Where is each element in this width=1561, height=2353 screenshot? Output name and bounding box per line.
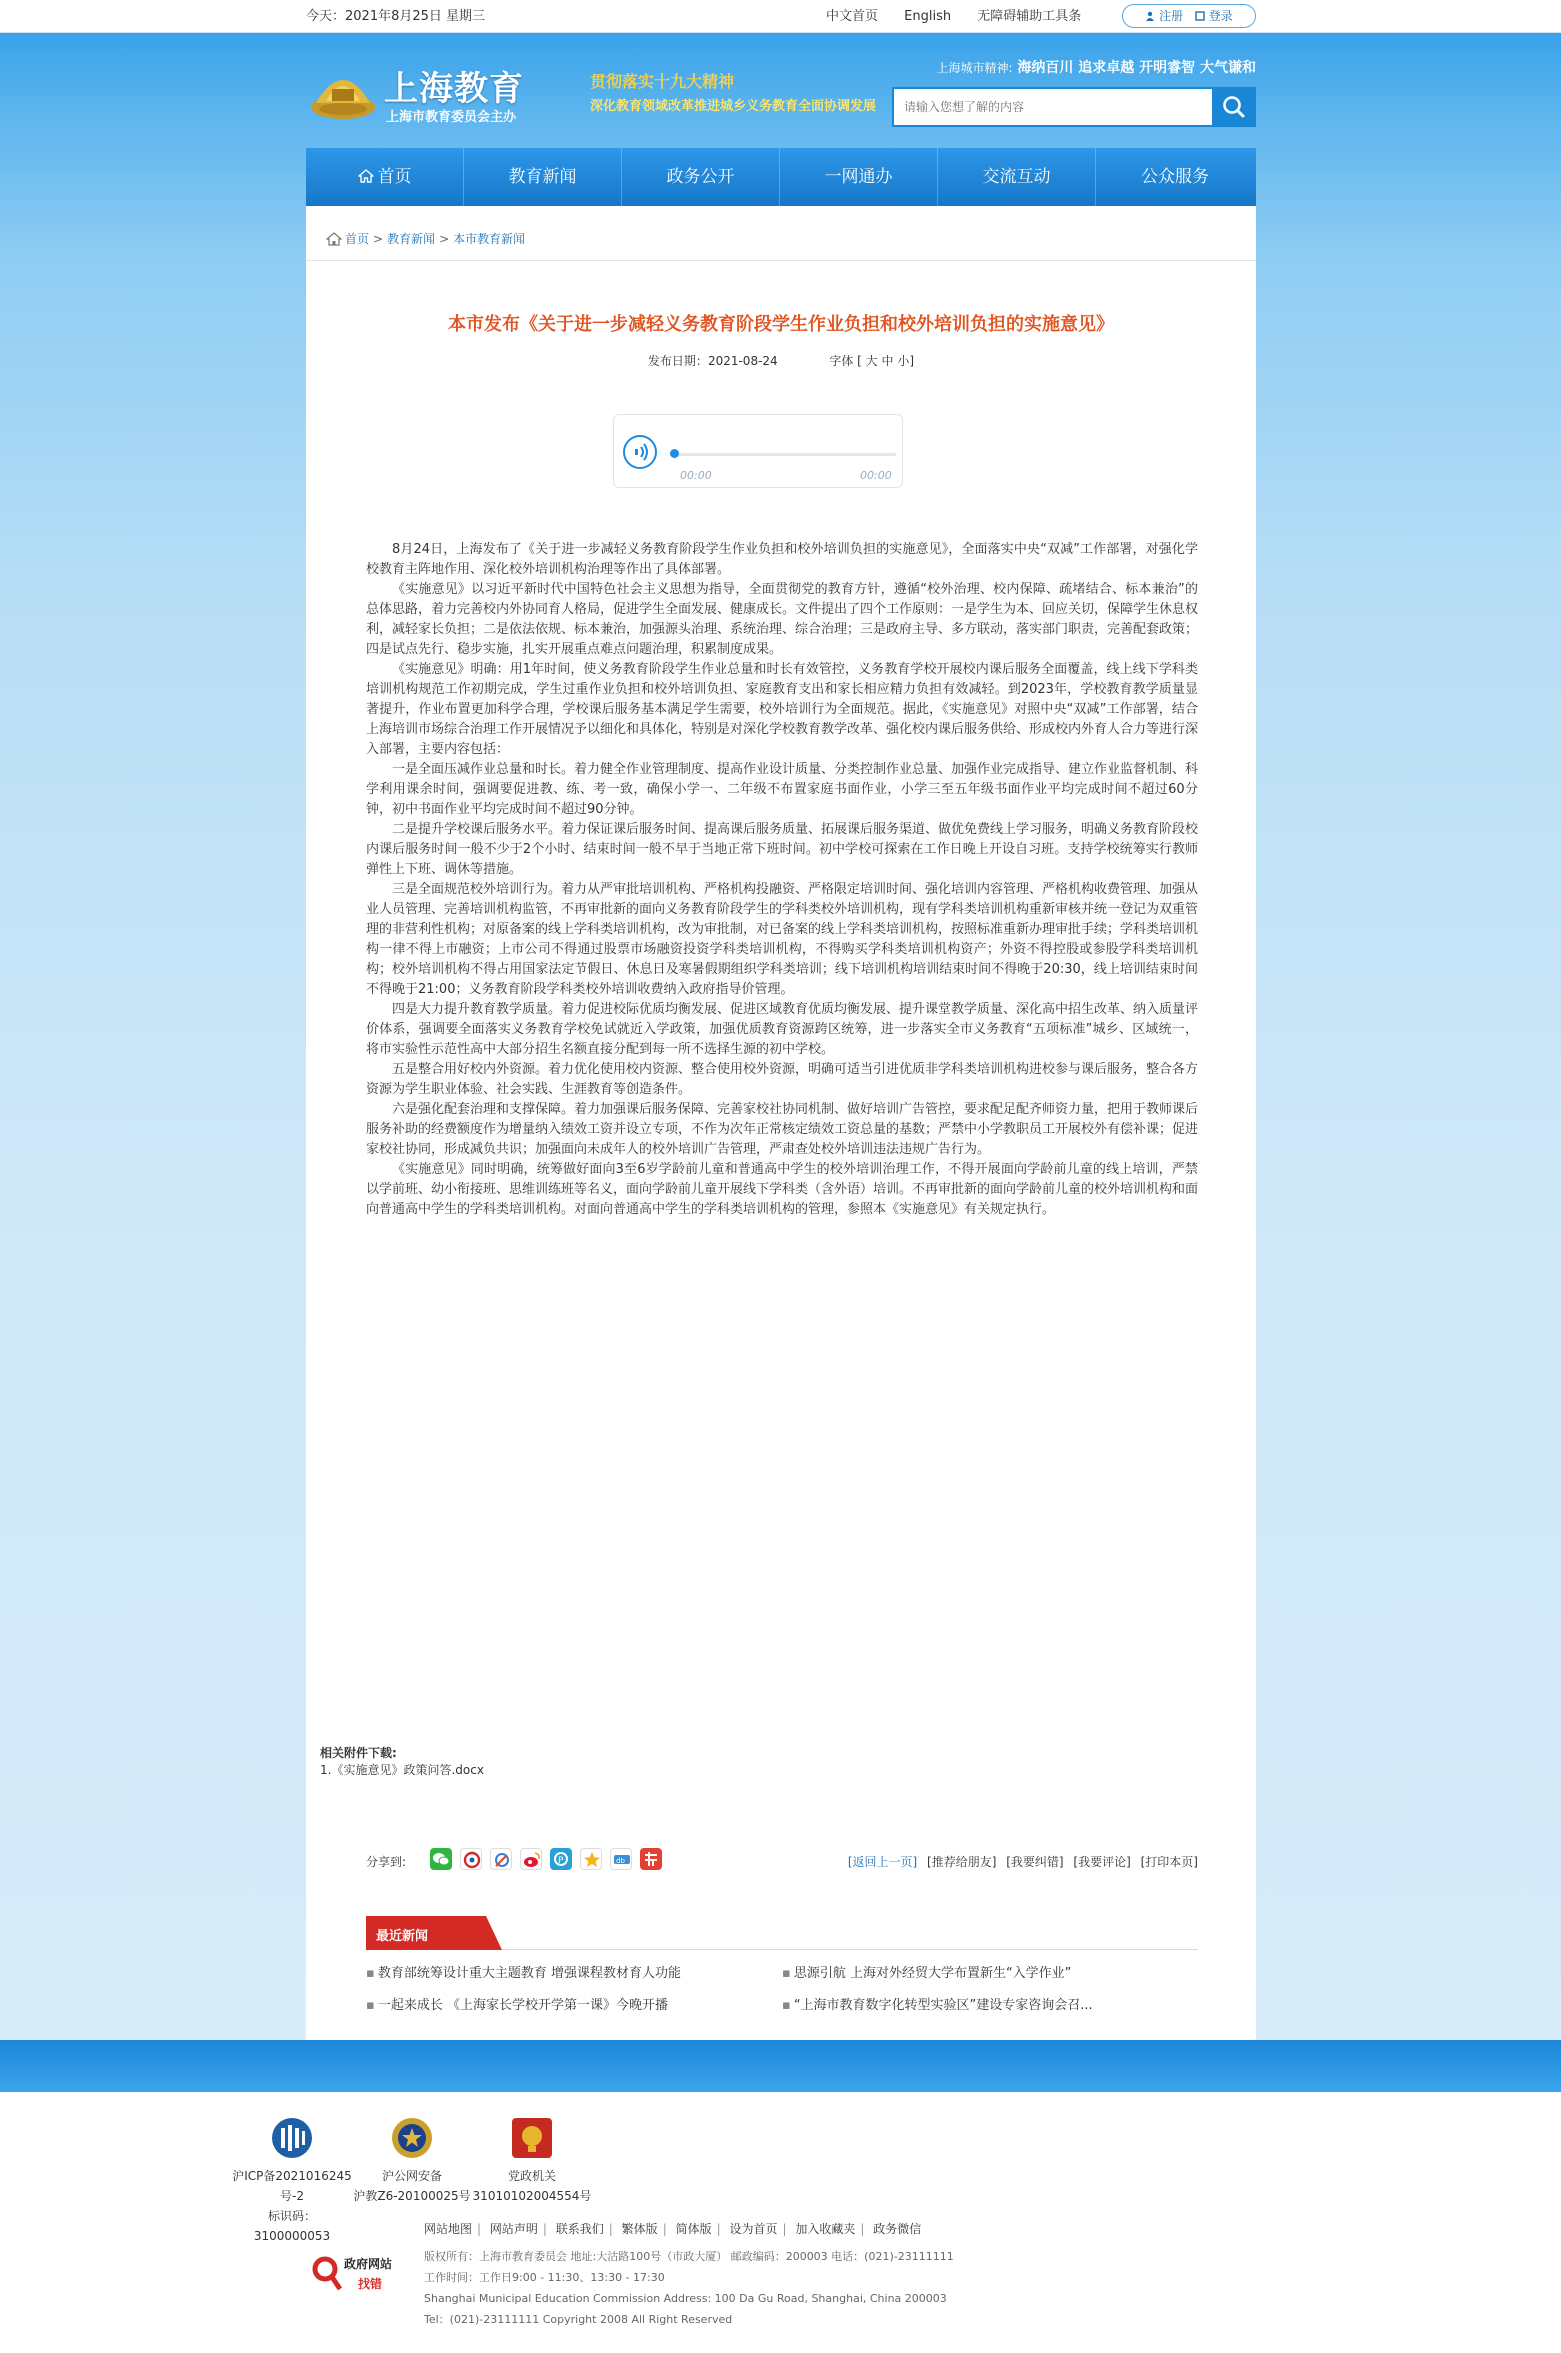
news-item-title: 教育部统筹设计重大主题教育 增强课程教材育人功能: [377, 1966, 681, 1981]
login-link[interactable]: 登录: [1195, 9, 1233, 23]
breadcrumb: 首页 > 教育新闻 > 本市教育新闻: [326, 230, 525, 247]
footer-band: [0, 2040, 1561, 2092]
party-gov-emblem-icon: [510, 2116, 554, 2160]
footer-address-en: Shanghai Municipal Education Commission Address: 100 Da Gu Road, Shanghai, China 200003: [424, 2292, 947, 2305]
site-logo-title: 上海教育: [384, 69, 524, 109]
footer-copyright: 版权所有：上海市教育委员会 地址:大沽路100号（市政大厦） 邮政编码：200003 电话：(021)-23111111: [424, 2250, 954, 2263]
article-paragraph: 《实施意见》以习近平新时代中国特色社会主义思想为指导，全面贯彻党的教育方针，遵循“校外治理、校内保障、疏堵结合、标本兼治”的总体思路，着力完善校内外协同育人格局，促进学生全面发展、健康成长。文件提出了四个工作原则：一是学生为本、回应关切，保障学生休息权利，减轻家长负担；二是依法依规、标本兼治，加强源头治理、系统治理、综合治理；三是政府主导、多方联动，落实部门职责，完善配套政策；四是试点先行、稳步实施，扎实开展重点难点问题治理，积累制度成果。: [366, 582, 1199, 657]
publish-date-label: 发布日期：: [647, 354, 708, 368]
header-slogan-secondary: 深化教育领域改革推进城乡义务教育全面协调发展: [590, 99, 877, 114]
user-icon: [1145, 11, 1155, 21]
sina-weibo-icon[interactable]: [520, 1848, 542, 1870]
icp-line-3: 标识码：3100000053: [253, 2209, 331, 2243]
audio-progress-track[interactable]: [670, 453, 896, 456]
publish-date: 2021-08-24: [707, 354, 778, 368]
search-button[interactable]: [1212, 87, 1256, 127]
latest-news-tab[interactable]: [366, 1916, 502, 1950]
footer-link-sitemap[interactable]: 网站地图: [424, 2222, 473, 2236]
site-header: [306, 33, 1256, 148]
back-link[interactable]: [返回上一页]: [847, 1855, 918, 1869]
latest-news-header: [366, 1912, 1198, 1950]
audio-player: [613, 414, 903, 488]
speaker-icon: [625, 437, 655, 467]
footer-links: 网站地图 | 网站声明 | 联系我们 | 繁体版 | 简体版 | 设为首页 | 加入收藏夹 | 政务微信: [424, 2222, 922, 2236]
audio-current-time: 00:00: [680, 469, 712, 482]
article-paragraph: 三是全面规范校外培训行为。着力从严审批培训机构、严格机构投融资、严格限定培训时间、强化培训内容管理、严格机构收费管理、加强从业人员管理、完善培训机构监管，不再审批新的面向义务教育阶段学生的学科类校外培训机构，现有学科类培训机构重新审核并统一登记为双重管理的非营利性机构；对原备案的线上学科类培训机构，改为审批制，对已备案的线上学科类培训机构，按照标准重新办理审批手续；学科类培训机构一律不得上市融资；上市公司不得通过股票市场融资投资学科类培训机构，不得购买学科类培训机构资产；外资不得控股或参股学科类培训机构；校外培训机构不得占用国家法定节假日、休息日及寒暑假期组织学科类培训；线下培训机构培训结束时间不得晚于20:30，线上培训结束时间不得晚于21:00；义务教育阶段学科类校外培训收费纳入政府指导价管理。: [366, 882, 1199, 997]
top-links: [826, 0, 1103, 33]
share-label: 分享到:: [366, 1855, 407, 1869]
report-error-link[interactable]: [我要纠错]: [1006, 1855, 1064, 1869]
gov-site-label: 政府网站: [344, 2257, 393, 2271]
icp-badge[interactable]: [232, 2116, 352, 2246]
party-gov-line-1: 党政机关: [507, 2169, 556, 2183]
footer-link-statement[interactable]: 网站声明: [489, 2222, 538, 2236]
footer-link-contact[interactable]: 联系我们: [555, 2222, 604, 2236]
footer-link-simplified[interactable]: 简体版: [675, 2222, 712, 2236]
icp-emblem-icon: [270, 2116, 314, 2160]
audio-total-time: 00:00: [860, 469, 892, 482]
footer-link-wechat[interactable]: 政务微信: [873, 2222, 922, 2236]
article-meta: [306, 352, 1256, 369]
party-gov-badge[interactable]: [472, 2116, 592, 2206]
news-item[interactable]: ▪ 思源引航 上海对外经贸大学布置新生“入学作业”: [782, 1966, 1072, 1981]
nav-item-home-label: 首页: [377, 167, 412, 187]
article-paragraph: 《实施意见》明确：用1年时间，使义务教育阶段学生作业总量和时长有效管控，义务教育学校开展校内课后服务全面覆盖，线上线下学科类培训机构规范工作初期完成，学生过重作业负担和校外培训负担、家庭教育支出和家长相应精力负担有效减轻。到2023年，学校教育教学质量显著提升，作业布置更加科学合理，学校课后服务基本满足学生需要，校外培训行为全面规范。据此，《实施意见》对照中央“双减”工作部署，结合上海培训市场综合治理工作开展情况予以细化和具体化，特别是对深化学校教育教学改革、强化校内课后服务供给、形成校内外育人合力等进行深入部署，主要内容包括：: [366, 662, 1199, 757]
share-bar: [366, 1844, 1198, 1876]
attachment-link[interactable]: 1.《实施意见》政策问答.docx: [320, 1763, 484, 1777]
gov-site-sub: 找错: [358, 2277, 383, 2291]
party-gov-line-2: 31010102004554号: [472, 2189, 592, 2203]
nav-item-education-news[interactable]: 教育新闻: [464, 148, 622, 206]
header-slogan-primary: 贯彻落实十九大精神: [590, 72, 735, 91]
register-link[interactable]: 注册: [1145, 9, 1187, 23]
police-emblem-icon: [390, 2116, 434, 2160]
article-paragraph: 六是强化配套治理和支撑保障。着力加强课后服务保障、完善家校社协同机制、做好培训广告管控，要求配足配齐师资力量，把用于教师课后服务补助的经费额度作为增量纳入绩效工资并设立专项，不作为次年正常核定绩效工资总量的基数；严禁中小学教职员工开展校外有偿补课；促进家校社协同，形成减负共识；加强面向未成年人的校外培训广告管理，严肃查处校外培训违法违规广告行为。: [366, 1102, 1199, 1157]
svg-text:db: db: [616, 1857, 625, 1865]
kaixin-icon[interactable]: [640, 1848, 662, 1870]
nav-item-one-stop-service[interactable]: 一网通办: [780, 148, 938, 206]
article-paragraph: 8月24日，上海发布了《关于进一步减轻义务教育阶段学生作业负担和校外培训负担的实施意见》，全面落实中央“双减”工作部署，对强化学校教育主阵地作用、深化校外培训机构治理等作出了具体部署。: [366, 542, 1198, 577]
today-date: 今天：2021年8月25日 星期三: [306, 9, 486, 24]
article-paragraph: 四是大力提升教育教学质量。着力促进校际优质均衡发展、促进区域教育优质均衡发展、提升课堂教学质量、深化高中招生改革、纳入质量评价体系，强调要全面落实义务教育学校免试就近入学政策，加强优质教育资源跨区统筹，进一步落实全市义务教育“五项标准”城乡、区域统一，将市实验性示范性高中大部分招生名额直接分配到每一所不选择生源的初中学校。: [366, 1002, 1199, 1057]
font-size-large[interactable]: 大: [865, 354, 878, 368]
recommend-link[interactable]: [推荐给朋友]: [927, 1855, 997, 1869]
audio-progress-handle[interactable]: [670, 449, 679, 458]
print-link[interactable]: [打印本页]: [1140, 1855, 1198, 1869]
news-item-title: 思源引航 上海对外经贸大学布置新生“入学作业”: [793, 1966, 1072, 1981]
search-icon: [1212, 87, 1256, 127]
police-line-2: 沪教Z6-20100025号: [353, 2189, 471, 2203]
breadcrumb-home[interactable]: 首页: [345, 232, 370, 246]
footer-tel: Tel：(021)-23111111 Copyright 2008 All Right Reserved: [424, 2313, 733, 2326]
font-size-small[interactable]: 小: [897, 354, 910, 368]
footer-link-traditional[interactable]: 繁体版: [621, 2222, 658, 2236]
shanghai-education-emblem-icon[interactable]: [308, 63, 378, 121]
qzone-icon[interactable]: [550, 1848, 572, 1870]
news-item[interactable]: ▪ “上海市教育数字化转型实验区”建设专家咨询会召...: [782, 1998, 1093, 2013]
douban-icon[interactable]: [610, 1848, 632, 1870]
top-utility-bar: [0, 0, 1561, 33]
home-icon: [358, 169, 374, 183]
search-box: [892, 87, 1256, 127]
nav-item-public-service[interactable]: 公众服务: [1141, 167, 1209, 187]
attachments: [320, 1744, 484, 1778]
news-item[interactable]: ▪ 一起来成长 《上海家长学校开学第一课》今晚开播: [366, 1998, 668, 2013]
police-badge[interactable]: [352, 2116, 472, 2206]
svg-text:P: P: [558, 1856, 564, 1866]
breadcrumb-home-icon: [326, 232, 342, 246]
article-body: [366, 540, 1198, 1220]
gov-site-error-finder[interactable]: [312, 2251, 392, 2297]
news-item-title: “上海市教育数字化转型实验区”建设专家咨询会召...: [793, 1998, 1093, 2013]
article-paragraph: 《实施意见》同时明确，统筹做好面向3至6岁学龄前儿童和普通高中学生的校外培训治理工作，不得开展面向学龄前儿童的线上培训，严禁以学前班、幼小衔接班、思维训练班等名义，面向学龄前儿童开展线下学科类（含外语）培训。不再审批新的面向学龄前儿童的校外培训机构和面向普通高中学生的学科类培训机构。对面向普通高中学生的学科类培训机构的管理，参照本《实施意见》有关规定执行。: [366, 1162, 1199, 1217]
city-spirit-label: 上海城市精神:: [936, 61, 1013, 75]
article-paragraph: 五是整合用好校内外资源。着力优化使用校内资源、整合使用校外资源，明确可适当引进优质非学科类培训机构进校参与课后服务，整合各方资源为学生职业体验、社会实践、生涯教育等创造条件。: [366, 1062, 1199, 1097]
link-english[interactable]: English: [904, 9, 952, 24]
nav-item-home[interactable]: [306, 148, 464, 206]
main-nav: [306, 148, 1256, 206]
latest-news-title: 最近新闻: [376, 1929, 429, 1944]
city-spirit: [936, 57, 1256, 77]
article-actions: [842, 1853, 1198, 1870]
attachments-label: 相关附件下载:: [320, 1746, 397, 1760]
magnifier-icon: [312, 2253, 342, 2293]
link-accessibility-toolbar[interactable]: 无障碍辅助工具条: [977, 9, 1082, 24]
footer-link-favorite[interactable]: 加入收藏夹: [795, 2222, 856, 2236]
search-input[interactable]: [892, 87, 1212, 127]
font-size-close: ]: [909, 354, 915, 368]
footer-link-set-home[interactable]: 设为首页: [729, 2222, 778, 2236]
site-logo-subtitle: 上海市教育委员会主办: [386, 110, 517, 125]
favorite-icon[interactable]: [580, 1848, 602, 1870]
icp-line-2: 号-2: [280, 2189, 304, 2203]
nav-item-interaction[interactable]: 交流互动: [938, 148, 1096, 206]
font-size-medium[interactable]: 中: [881, 354, 894, 368]
news-item[interactable]: ▪ 教育部统筹设计重大主题教育 增强课程教材育人功能: [366, 1966, 681, 1981]
tencent-weibo-icon[interactable]: [490, 1848, 512, 1870]
breadcrumb-local-news[interactable]: 本市教育新闻: [453, 232, 526, 246]
wechat-icon[interactable]: [430, 1848, 452, 1870]
news-item-title: 一起来成长 《上海家长学校开学第一课》今晚开播: [377, 1998, 668, 2013]
police-line-1: 沪公网安备: [381, 2169, 442, 2183]
audio-play-button[interactable]: [623, 435, 657, 469]
breadcrumb-education-news[interactable]: 教育新闻: [387, 232, 436, 246]
article-paragraph: 二是提升学校课后服务水平。着力保证课后服务时间、提高课后服务质量、拓展课后服务渠道、做优免费线上学习服务，明确义务教育阶段校内课后服务时间一般不少于2个小时、结束时间一般不早于当地正常下班时间。初中学校可探索在工作日晚上开设自习班。支持学校统筹实行教师弹性上下班、调休等措施。: [366, 822, 1199, 877]
article-title: 本市发布《关于进一步减轻义务教育阶段学生作业负担和校外培训负担的实施意见》: [448, 314, 1114, 335]
site-footer: [0, 2092, 1561, 2353]
article-paragraph: 一是全面压减作业总量和时长。着力健全作业管理制度、提高作业设计质量、分类控制作业总量、加强作业完成指导、建立作业监督机制、科学利用课余时间，强调要促进教、练、考一致，确保小学一、二年级不布置家庭书面作业，小学三至五年级书面作业平均完成时间不超过60分钟，初中书面作业平均完成时间不超过90分钟。: [366, 762, 1199, 817]
footer-info: [424, 2246, 954, 2330]
city-spirit-text: 海纳百川 追求卓越 开明睿智 大气谦和: [1017, 60, 1256, 76]
auth-box: [1122, 4, 1256, 28]
login-icon: [1195, 11, 1205, 21]
icp-line-1: 沪ICP备2021016245: [232, 2169, 352, 2183]
font-size-label: 字体 [: [829, 354, 862, 368]
footer-hours: 工作时间：工作日9:00 - 11:30、13:30 - 17:30: [424, 2271, 665, 2284]
nav-item-government-affairs[interactable]: 政务公开: [622, 148, 780, 206]
renren-icon[interactable]: [460, 1848, 482, 1870]
link-chinese-home[interactable]: 中文首页: [826, 9, 879, 24]
breadcrumb-divider: [306, 260, 1256, 261]
content-panel: [306, 206, 1256, 2040]
comment-link[interactable]: [我要评论]: [1073, 1855, 1131, 1869]
